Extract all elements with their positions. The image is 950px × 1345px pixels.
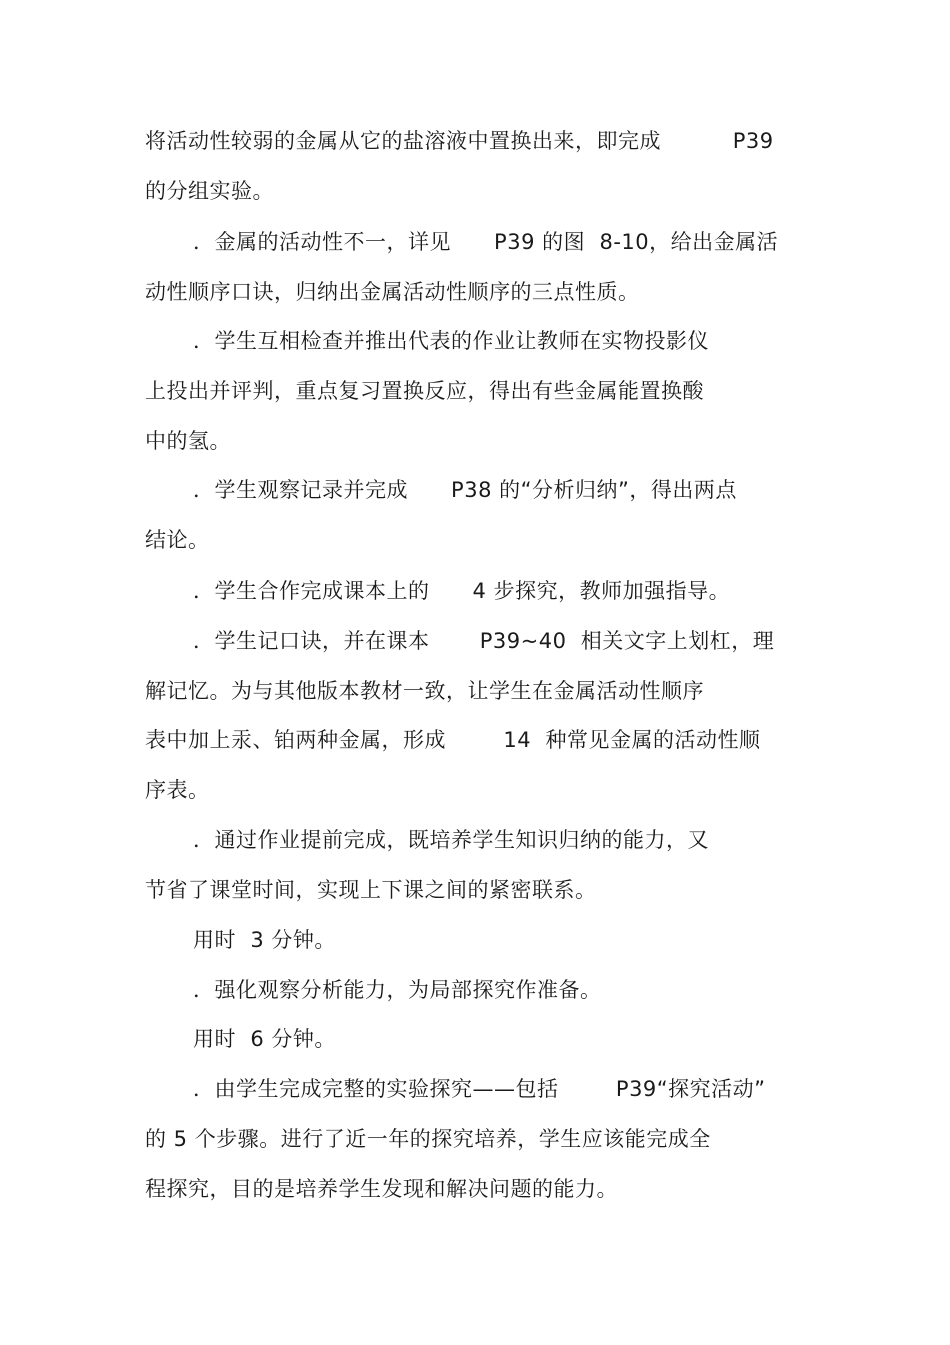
text-line: ．由学生完成完整的实验探究——包括 P39“探究活动” <box>193 1077 766 1101</box>
text-line: ．学生合作完成课本上的 4 步探究，教师加强指导。 <box>193 579 731 603</box>
text-line: 的 5 个步骤。进行了近一年的探究培养，学生应该能完成全 <box>145 1127 711 1151</box>
text-line: ．学生互相检查并推出代表的作业让教师在实物投影仪 <box>193 329 709 353</box>
text-line: 将活动性较弱的金属从它的盐溶液中置换出来，即完成 P39 <box>145 129 774 153</box>
text-line: 节省了课堂时间，实现上下课之间的紧密联系。 <box>145 878 597 902</box>
text-line: 表中加上汞、铂两种金属，形成 14 种常见金属的活动性顺 <box>145 728 761 752</box>
text-line: ．学生观察记录并完成 P38 的“分析归纳”，得出两点 <box>193 478 737 502</box>
text-line: 用时 6 分钟。 <box>193 1027 336 1051</box>
text-line: 程探究，目的是培养学生发现和解决问题的能力。 <box>145 1177 618 1201</box>
text-line: ．学生记口诀，并在课本 P39~40 相关文字上划杠，理 <box>193 629 775 653</box>
text-line: ．通过作业提前完成，既培养学生知识归纳的能力，又 <box>193 828 709 852</box>
text-line: 序表。 <box>145 778 210 802</box>
text-line: 动性顺序口诀，归纳出金属活动性顺序的三点性质。 <box>145 280 640 304</box>
text-line: 解记忆。为与其他版本教材一致，让学生在金属活动性顺序 <box>145 679 704 703</box>
text-line: 中的氢。 <box>145 429 231 453</box>
text-line: 结论。 <box>145 528 210 552</box>
text-line: 上投出并评判，重点复习置换反应，得出有些金属能置换酸 <box>145 379 704 403</box>
text-line: 用时 3 分钟。 <box>193 928 336 952</box>
text-line: 的分组实验。 <box>145 179 274 203</box>
text-line: ．金属的活动性不一，详见 P39 的图 8-10，给出金属活 <box>193 230 779 254</box>
text-line: ．强化观察分析能力，为局部探究作准备。 <box>193 978 602 1002</box>
